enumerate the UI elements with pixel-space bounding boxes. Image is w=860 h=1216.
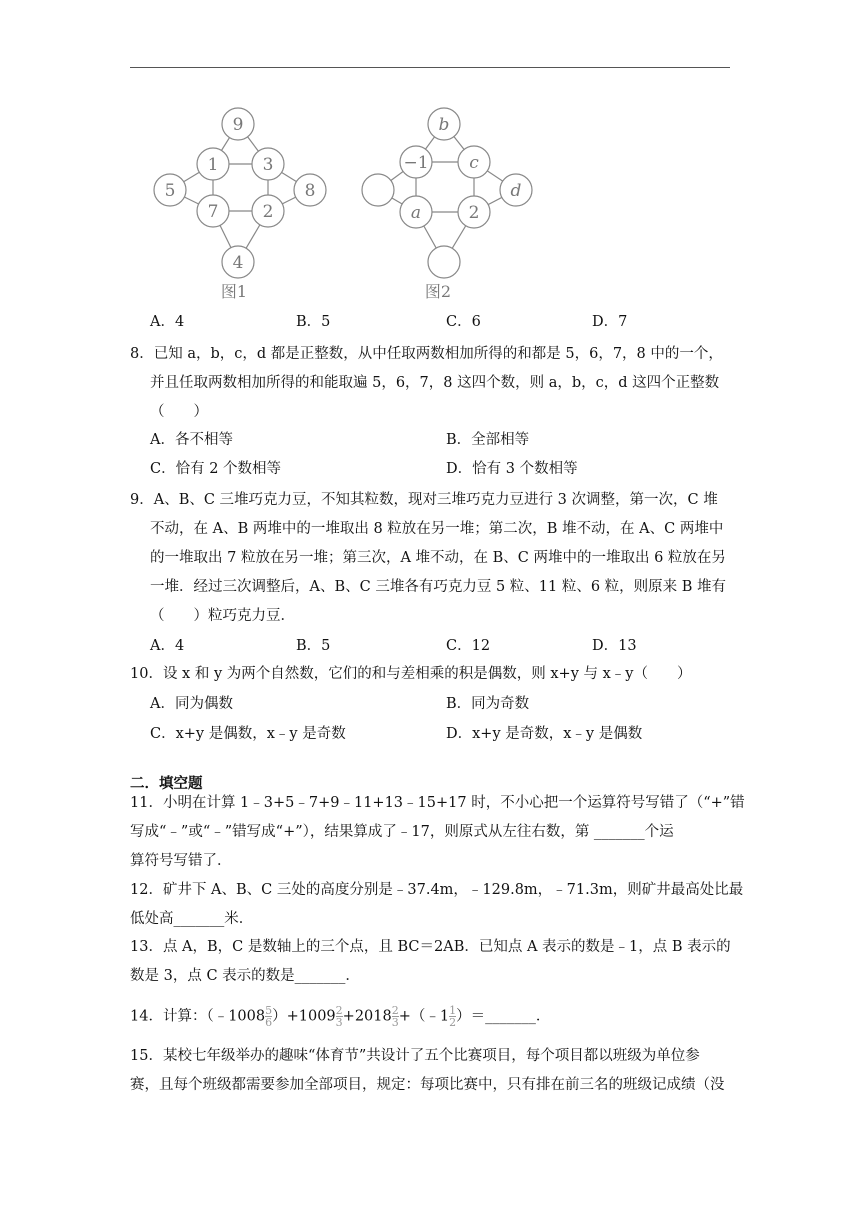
fig1-node: 9 [232,115,244,135]
fraction: $\frac{5}{6}$ [265,1004,273,1029]
header-rule [130,67,730,68]
q10-option-b[interactable]: B．同为奇数 [446,696,530,712]
q8-option-c[interactable]: C．恰有 2 个数相等 [150,461,282,477]
q7-option-a[interactable]: A．4 [150,314,185,330]
q9-text-line: 的一堆取出 7 粒放在另一堆；第三次，A 堆不动，在 B、C 两堆中的一堆取出 6 粒放在另 [150,550,726,566]
q7-option-d[interactable]: D．7 [592,314,628,330]
q9-text-line: 不动，在 A、B 两堆中的一堆取出 8 粒放在另一堆；第二次，B 堆不动，在 A、C 两堆中 [150,521,724,537]
fraction: $\frac{2}{3}$ [335,1004,343,1029]
fig1-node: 4 [232,253,244,273]
fig1-caption: 图1 [220,282,248,301]
fig1-node: 2 [262,202,274,222]
q8-option-b[interactable]: B．全部相等 [446,432,530,448]
fig1-node: 3 [262,155,274,175]
q9-option-b[interactable]: B．5 [296,638,331,654]
fig2-node: a [410,203,422,223]
q8-text-line: 8．已知 a，b，c，d 都是正整数，从中任取两数相加所得的和都是 5，6，7，8 中的一个， [130,346,723,362]
q8-option-d[interactable]: D．恰有 3 个数相等 [446,461,578,477]
q10-option-d[interactable]: D．x+y 是奇数，x﹣y 是偶数 [446,726,643,742]
q15-text-line: 赛，且每个班级都需要参加全部项目，规定：每项比赛中，只有排在前三名的班级记成绩（没 [130,1077,725,1093]
q9-text-line: （ ）粒巧克力豆． [150,608,295,624]
q9-text-line: 一堆．经过三次调整后，A、B、C 三堆各有巧克力豆 5 粒、11 粒、6 粒，则原来 B 堆有 [150,579,727,595]
q10-text-line: 10．设 x 和 y 为两个自然数，它们的和与差相乘的积是偶数，则 x+y 与 x﹣y（ ） [130,666,692,682]
q14-mid: +（﹣1 [398,1008,450,1025]
q14-expression [130,1005,550,1028]
puzzle-figures [148,104,548,304]
fig1-node: 1 [207,155,219,175]
fig2-node: b [438,115,450,135]
q9-option-c[interactable]: C．12 [446,638,491,654]
q14-mid: +2018 [342,1008,392,1025]
fig2-node: 2 [468,203,480,223]
q13-text-line: 13．点 A，B，C 是数轴上的三个点，且 BC＝2AB．已知点 A 表示的数是﹣1，点 B 表示的 [130,939,731,955]
q12-text-line: 12．矿井下 A、B、C 三处的高度分别是﹣37.4m，﹣129.8m，﹣71.3m，则矿井最高处比最 [130,882,744,898]
fig2-node: −1 [403,153,429,173]
q8-text-line: 并且任取两数相加所得的和能取遍 5，6，7，8 这四个数，则 a，b，c，d 这四个正整数 [150,375,720,391]
q15-text-line: 15．某校七年级举办的趣味“体育节”共设计了五个比赛项目，每个项目都以班级为单位参 [130,1048,700,1064]
q9-text-line: 9．A、B、C 三堆巧克力豆，不知其粒数，现对三堆巧克力豆进行 3 次调整，第一次，C 堆 [130,492,718,508]
fig1-node: 8 [304,181,316,201]
q8-option-a[interactable]: A．各不相等 [150,432,233,448]
q14-mid: ）+1009 [272,1008,336,1025]
q9-option-a[interactable]: A．4 [150,638,185,654]
q13-text-line: 数是 3，点 C 表示的数是_______． [130,968,360,984]
q12-text-line: 低处高_______米． [130,911,254,927]
q14-suffix: ）＝_______． [456,1008,551,1025]
q7-option-b[interactable]: B．5 [296,314,331,330]
fraction: $\frac{1}{2}$ [449,1004,457,1029]
q10-option-c[interactable]: C．x+y 是偶数，x﹣y 是奇数 [150,726,346,742]
q11-text-line: 11．小明在计算 1﹣3+5﹣7+9﹣11+13﹣15+17 时，不小心把一个运算符号写错了（“+”错 [130,795,745,811]
fig2-node: c [469,153,479,173]
fig2-caption: 图2 [424,282,452,301]
q10-option-a[interactable]: A．同为偶数 [150,696,233,712]
fig2-node: d [510,181,522,201]
q14-prefix: 14．计算：（﹣1008 [130,1008,266,1025]
q8-text-line: （ ） [150,404,208,420]
fraction: $\frac{2}{3}$ [391,1004,399,1029]
q9-option-d[interactable]: D．13 [592,638,637,654]
fig1-node: 7 [207,202,219,222]
q11-text-line: 算符号写错了． [130,853,232,869]
fig1-node: 5 [164,181,176,201]
q11-text-line: 写成“﹣”或“﹣”错写成“+”），结果算成了﹣17，则原式从左往右数，第 _______个运 [130,824,674,840]
section-title: 二．填空题 [130,776,203,792]
q7-option-c[interactable]: C．6 [446,314,481,330]
